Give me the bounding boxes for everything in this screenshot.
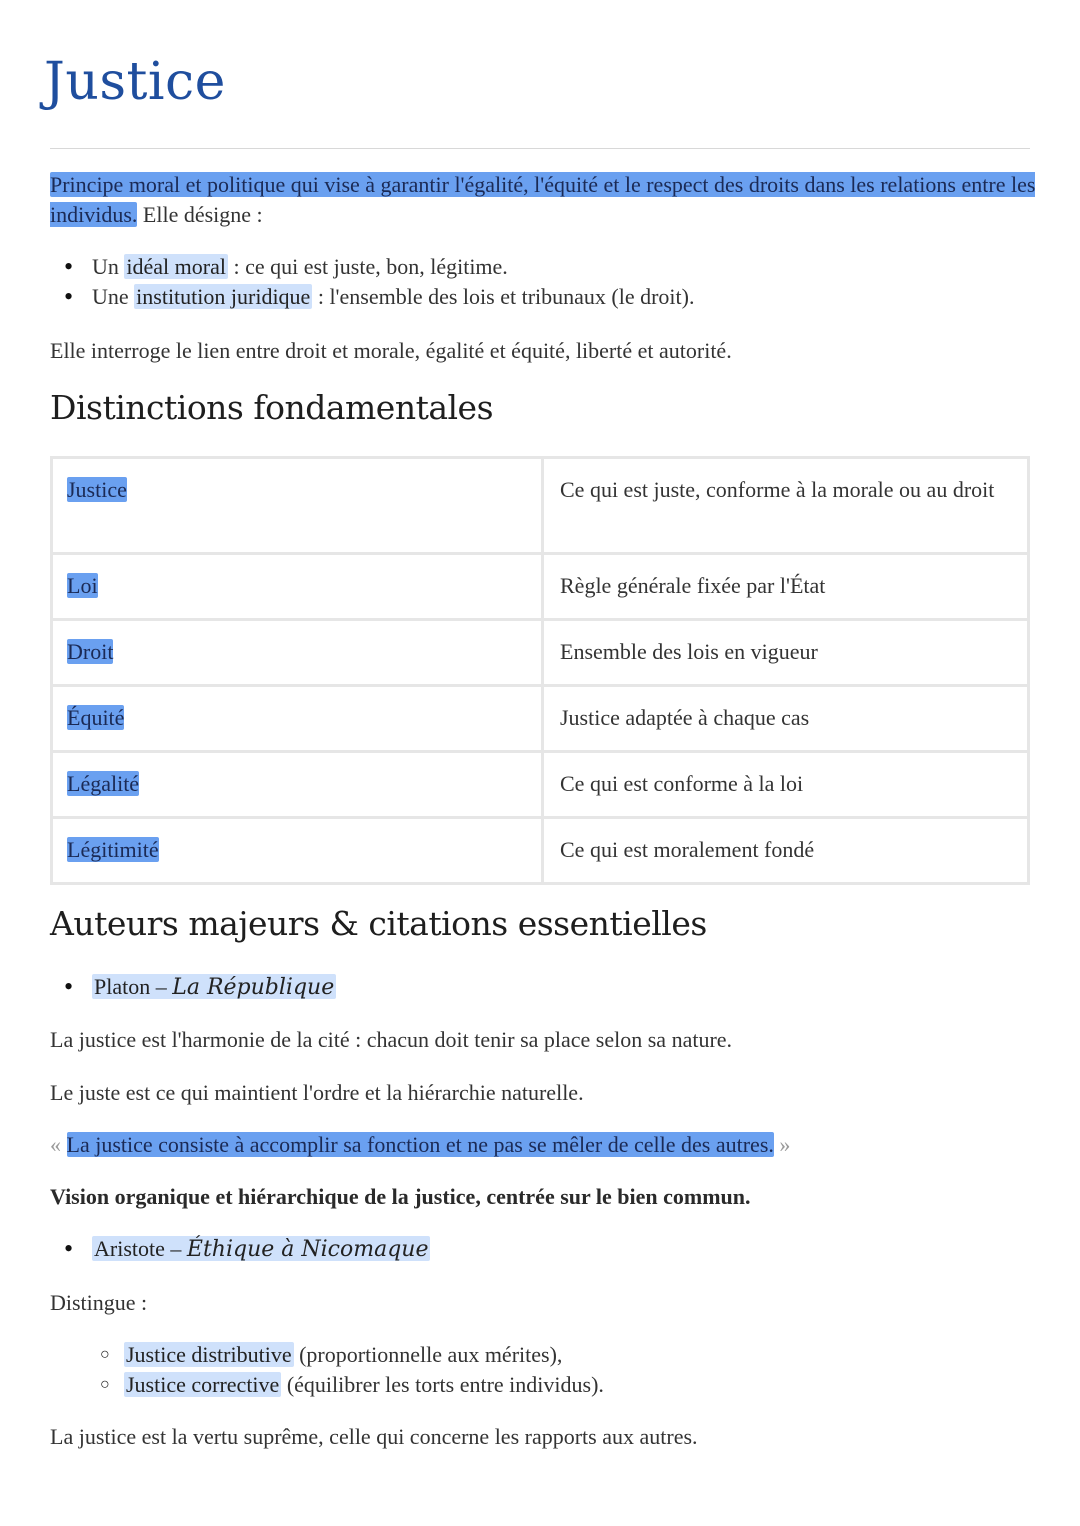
table-row xyxy=(52,458,1029,554)
table-row xyxy=(52,554,1029,620)
intro-highlight: Principe moral et politique qui vise à garantir l'égalité, l'équité et le respect des droits dans les relations entre les individus. xyxy=(50,172,1036,227)
title-divider xyxy=(50,148,1030,149)
platon-quote: « La justice consiste à accomplir sa fonction et ne pas se mêler de celle des autres. » xyxy=(50,1132,791,1157)
table-definition: Ce qui est juste, conforme à la morale ou au droit xyxy=(543,458,1029,554)
table-definition: Ce qui est moralement fondé xyxy=(543,818,1029,884)
work-title: La République xyxy=(172,975,335,1000)
table-row xyxy=(52,620,1029,686)
table-term: Loi xyxy=(67,573,98,598)
platon-line-2: Le juste est ce qui maintient l'ordre et la hiérarchie naturelle. xyxy=(50,1080,584,1105)
table-definition: Ensemble des lois en vigueur xyxy=(543,620,1029,686)
author-highlight: Platon – La République xyxy=(94,974,335,1000)
list-item xyxy=(60,1234,430,1265)
list-item: • Un idéal moral : ce qui est juste, bon, légitime. xyxy=(60,252,694,282)
term-highlight: Justice distributive xyxy=(126,1342,292,1367)
intro-paragraph xyxy=(50,170,1040,230)
table-term: Légitimité xyxy=(67,837,159,862)
section-heading-distinctions: Distinctions fondamentales xyxy=(50,388,494,427)
table-term: Équité xyxy=(67,705,125,730)
interroge-paragraph: Elle interroge le lien entre droit et morale, égalité et équité, liberté et autorité. xyxy=(50,338,732,363)
table-definition: Ce qui est conforme à la loi xyxy=(543,752,1029,818)
table-row xyxy=(52,752,1029,818)
table-term: Légalité xyxy=(67,771,140,796)
table-term: Justice xyxy=(67,477,127,502)
list-item: ○ Justice corrective (équilibrer les torts entre individus). xyxy=(96,1370,604,1400)
term-highlight: institution juridique xyxy=(136,284,311,309)
designations-list xyxy=(60,252,694,312)
distinctions-table xyxy=(50,456,1030,885)
platon-list xyxy=(60,972,336,1003)
author-highlight: Aristote – Éthique à Nicomaque xyxy=(94,1236,429,1262)
aristote-conclusion: La justice est la vertu suprême, celle qui concerne les rapports aux autres. xyxy=(50,1424,698,1449)
page-title: Justice xyxy=(44,52,226,112)
work-title: Éthique à Nicomaque xyxy=(186,1237,429,1262)
aristote-list xyxy=(60,1234,430,1265)
aristote-distingue: Distingue : xyxy=(50,1290,148,1315)
aristote-sublist xyxy=(96,1340,604,1400)
quote-highlight: La justice consiste à accomplir sa fonction et ne pas se mêler de celle des autres. xyxy=(66,1132,774,1157)
list-item xyxy=(60,972,336,1003)
table-definition: Règle générale fixée par l'État xyxy=(543,554,1029,620)
list-item: • Une institution juridique : l'ensemble des lois et tribunaux (le droit). xyxy=(60,282,694,312)
table-row xyxy=(52,686,1029,752)
platon-vision: Vision organique et hiérarchique de la justice, centrée sur le bien commun. xyxy=(50,1184,751,1209)
table-row xyxy=(52,818,1029,884)
section-heading-auteurs: Auteurs majeurs & citations essentielles xyxy=(50,904,707,943)
term-highlight: idéal moral xyxy=(126,254,226,279)
list-item: ○ Justice distributive (proportionnelle aux mérites), xyxy=(96,1340,604,1370)
table-definition: Justice adaptée à chaque cas xyxy=(543,686,1029,752)
platon-line-1: La justice est l'harmonie de la cité : chacun doit tenir sa place selon sa nature. xyxy=(50,1027,733,1052)
term-highlight: Justice corrective xyxy=(126,1372,280,1397)
table-term: Droit xyxy=(67,639,114,664)
intro-rest: Elle désigne : xyxy=(137,202,263,227)
